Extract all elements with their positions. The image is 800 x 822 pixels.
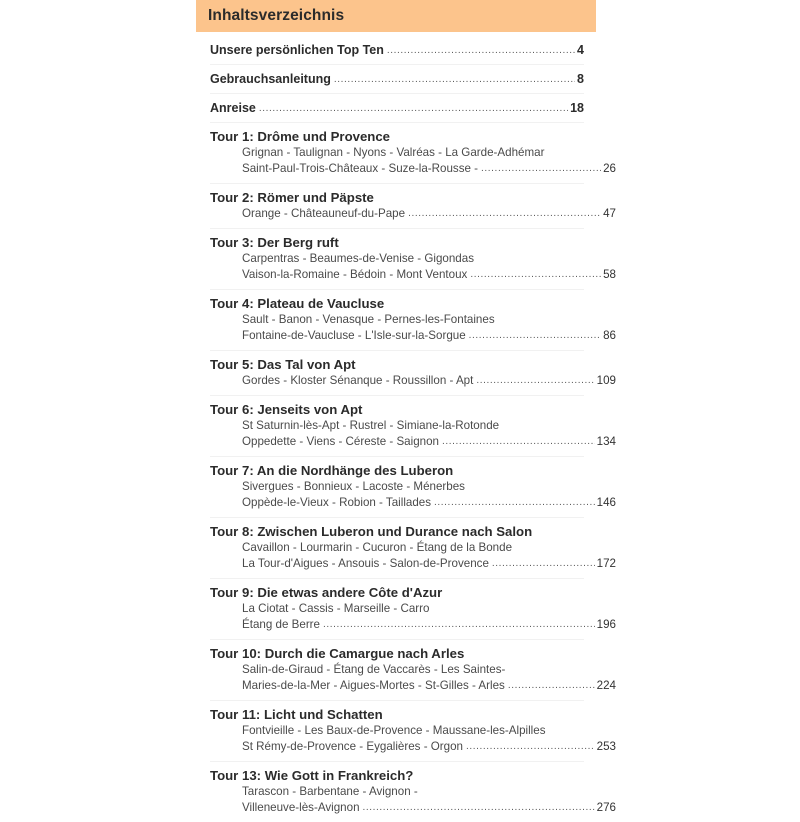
- entry-line: [210, 43, 584, 57]
- tour-stops-line: [210, 418, 584, 434]
- tour-stops: La Ciotat - Cassis - Marseille - Carro: [242, 602, 430, 615]
- tour-stops-line: [210, 800, 616, 816]
- dot-leader: [408, 209, 601, 219]
- entry-page-number: 109: [596, 374, 616, 387]
- tour-stops-line: [210, 495, 616, 511]
- tour-title: Tour 10: Durch die Camargue nach Arles: [210, 646, 465, 661]
- tour-stops: St Rémy-de-Provence - Eygalières - Orgon: [242, 740, 464, 753]
- tour-stops: St Saturnin-lès-Apt - Rustrel - Simiane-la-Rotonde: [242, 419, 500, 432]
- tour-stops: Oppède-le-Vieux - Robion - Taillades: [242, 496, 432, 509]
- toc-entry-tour[interactable]: [210, 184, 616, 229]
- toc-entry-tour[interactable]: [210, 457, 616, 518]
- dot-leader: [492, 559, 595, 569]
- dot-leader: [469, 331, 601, 341]
- tour-stops-line: [210, 479, 584, 495]
- tour-stops-line: [210, 145, 584, 161]
- dot-leader: [476, 376, 594, 386]
- entry-page-number: 172: [596, 557, 616, 570]
- tour-stops-line: [210, 556, 616, 572]
- entry-page-number: 224: [596, 679, 616, 692]
- tour-stops: Salin-de-Giraud - Étang de Vaccarès - Les Saintes-: [242, 663, 506, 676]
- tour-stops-line: [210, 601, 584, 617]
- entry-page-number: 47: [603, 207, 616, 220]
- entry-page-number: 58: [603, 268, 616, 281]
- tour-stops: Fontvieille - Les Baux-de-Provence - Maussane-les-Alpilles: [242, 724, 546, 737]
- dot-leader: [387, 46, 575, 56]
- entry-page-number: 196: [596, 618, 616, 631]
- entry-title: Unsere persönlichen Top Ten: [210, 43, 384, 57]
- entry-page-number: 276: [596, 801, 616, 814]
- toc-entry-gebrauchsanleitung[interactable]: [210, 65, 584, 94]
- tour-stops-line: [210, 328, 616, 344]
- tour-stops: Vaison-la-Romaine - Bédoin - Mont Ventoux: [242, 268, 468, 281]
- tour-title: Tour 9: Die etwas andere Côte d'Azur: [210, 585, 443, 600]
- tour-title: Tour 6: Jenseits von Apt: [210, 402, 363, 417]
- toc-entry-tour[interactable]: [210, 396, 616, 457]
- tour-stops-line: [210, 312, 584, 328]
- tour-stops: Gordes - Kloster Sénanque - Roussillon - Apt: [242, 374, 474, 387]
- tour-stops: Étang de Berre: [242, 618, 320, 631]
- entry-page-number: 134: [596, 435, 616, 448]
- tour-stops-line: [210, 373, 616, 389]
- tour-stops: Saint-Paul-Trois-Châteaux - Suze-la-Rousse -: [242, 162, 479, 175]
- toc-entry-top-ten[interactable]: [210, 36, 584, 65]
- entry-page-number: 4: [577, 43, 584, 57]
- dot-leader: [466, 742, 595, 752]
- entry-line: [210, 72, 584, 86]
- toc-entry-tour[interactable]: [210, 518, 616, 579]
- toc-list: [196, 36, 616, 822]
- tour-title: Tour 1: Drôme und Provence: [210, 129, 391, 144]
- dot-leader: [334, 75, 575, 85]
- tour-stops-line: [210, 434, 616, 450]
- tour-title: Tour 7: An die Nordhänge des Luberon: [210, 463, 454, 478]
- tour-stops-line: [210, 540, 584, 556]
- dot-leader: [434, 498, 595, 508]
- entry-page-number: 18: [570, 101, 584, 115]
- tour-title: Tour 3: Der Berg ruft: [210, 235, 339, 250]
- dot-leader: [470, 270, 601, 280]
- tour-stops-line: [210, 678, 616, 694]
- tour-stops: Fontaine-de-Vaucluse - L'Isle-sur-la-Sorgue: [242, 329, 466, 342]
- toc-entry-tour[interactable]: [210, 290, 616, 351]
- toc-entry-tour[interactable]: [210, 579, 616, 640]
- tour-title: Tour 11: Licht und Schatten: [210, 707, 383, 722]
- tour-stops-line: [210, 206, 616, 222]
- tour-stops-line: [210, 723, 584, 739]
- dot-leader: [481, 164, 601, 174]
- dot-leader: [259, 104, 568, 114]
- tour-stops: Cavaillon - Lourmarin - Cucuron - Étang de la Bonde: [242, 541, 513, 554]
- tour-stops-line: [210, 161, 616, 177]
- tour-stops: Sivergues - Bonnieux - Lacoste - Ménerbes: [242, 480, 465, 493]
- toc-entry-anreise[interactable]: [210, 94, 584, 123]
- tour-stops-line: [210, 617, 616, 633]
- toc-entry-tour[interactable]: [210, 229, 616, 290]
- entry-page-number: 86: [603, 329, 616, 342]
- tour-title: Tour 2: Römer und Päpste: [210, 190, 374, 205]
- entry-page-number: 146: [596, 496, 616, 509]
- toc-entry-tour[interactable]: [210, 701, 616, 762]
- toc-header: [196, 0, 596, 32]
- dot-leader: [442, 437, 595, 447]
- tour-title: Tour 13: Wie Gott in Frankreich?: [210, 768, 414, 783]
- tour-stops: Grignan - Taulignan - Nyons - Valréas - La Garde-Adhémar: [242, 146, 545, 159]
- tour-title: Tour 5: Das Tal von Apt: [210, 357, 356, 372]
- entry-page-number: 26: [603, 162, 616, 175]
- tour-stops-line: [210, 251, 584, 267]
- entry-title: Gebrauchsanleitung: [210, 72, 331, 86]
- toc-entry-tour[interactable]: [210, 762, 616, 822]
- dot-leader: [323, 620, 595, 630]
- toc-entry-tour[interactable]: [210, 351, 616, 396]
- tour-stops: Sault - Banon - Venasque - Pernes-les-Fontaines: [242, 313, 495, 326]
- dot-leader: [508, 681, 595, 691]
- tour-stops: La Tour-d'Aigues - Ansouis - Salon-de-Provence: [242, 557, 489, 570]
- tour-stops: Villeneuve-lès-Avignon: [242, 801, 360, 814]
- tour-stops-line: [210, 784, 584, 800]
- entry-line: [210, 101, 584, 115]
- tour-stops: Orange - Châteauneuf-du-Pape: [242, 207, 406, 220]
- entry-title: Anreise: [210, 101, 256, 115]
- tour-stops-line: [210, 739, 616, 755]
- toc-entry-tour[interactable]: [210, 640, 616, 701]
- entry-page-number: 8: [577, 72, 584, 86]
- tour-stops-line: [210, 267, 616, 283]
- tour-title: Tour 4: Plateau de Vaucluse: [210, 296, 385, 311]
- tour-title: Tour 8: Zwischen Luberon und Durance nach Salon: [210, 524, 533, 539]
- tour-stops: Oppedette - Viens - Céreste - Saignon: [242, 435, 439, 448]
- table-of-contents: [196, 0, 616, 814]
- tour-stops: Carpentras - Beaumes-de-Venise - Gigondas: [242, 252, 474, 265]
- toc-entry-tour[interactable]: [210, 123, 616, 184]
- dot-leader: [363, 803, 595, 813]
- tour-stops-line: [210, 662, 584, 678]
- entry-page-number: 253: [596, 740, 616, 753]
- tour-stops: Maries-de-la-Mer - Aigues-Mortes - St-Gilles - Arles: [242, 679, 505, 692]
- tour-stops: Tarascon - Barbentane - Avignon -: [242, 785, 418, 798]
- toc-title: Inhaltsverzeichnis: [208, 7, 345, 24]
